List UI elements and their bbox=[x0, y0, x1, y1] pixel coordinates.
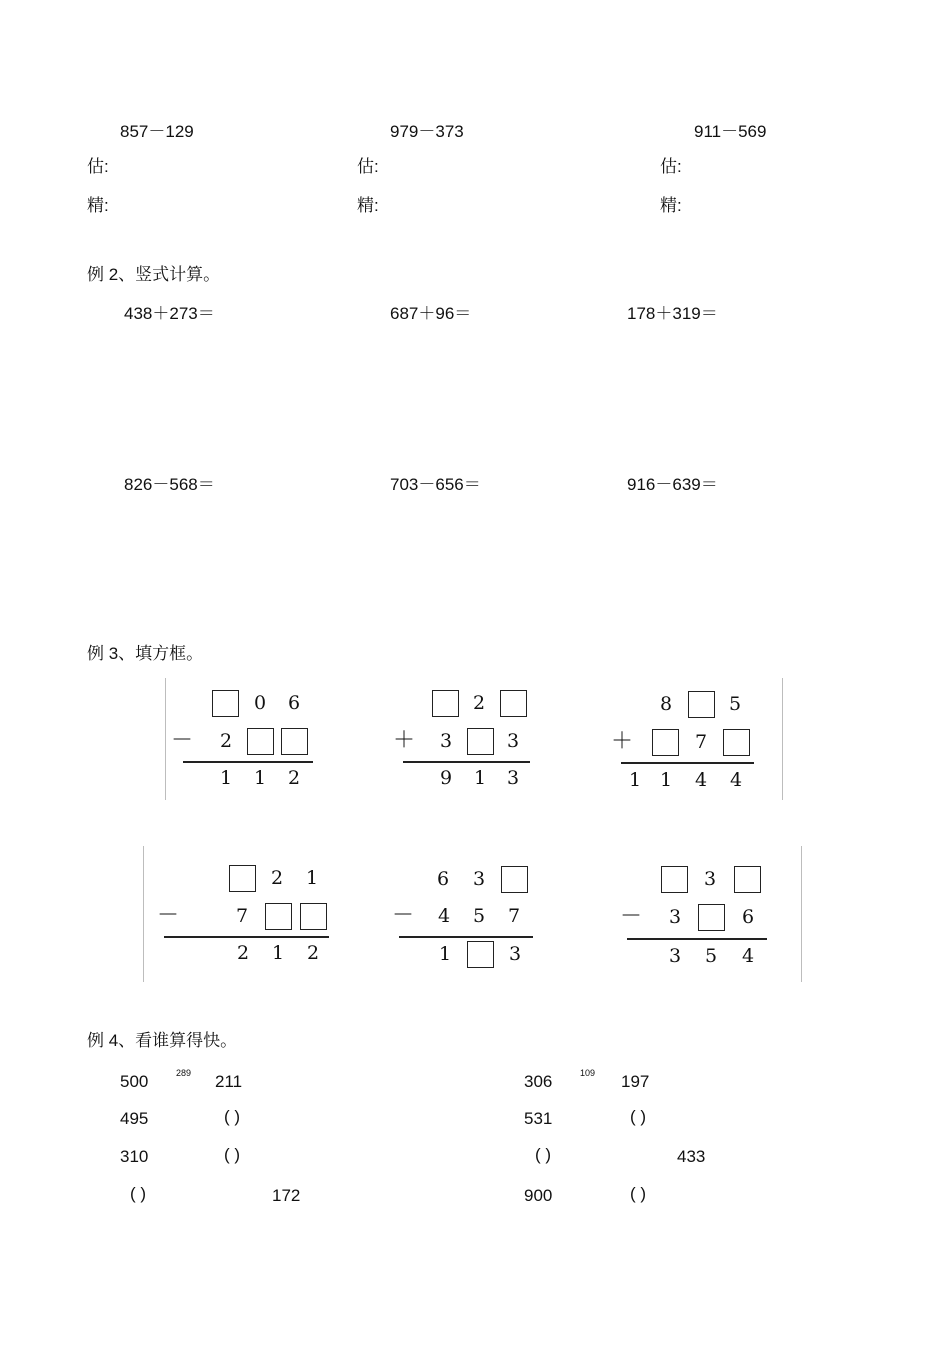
quick-right-r2-paren[interactable]: ( ) bbox=[630, 1107, 647, 1126]
vertical-problem-4: 826－568＝ bbox=[124, 475, 215, 494]
quick-left-r4-b: 172 bbox=[272, 1186, 301, 1205]
quick-left-r1-b: 211 bbox=[215, 1072, 243, 1091]
puzzle-4-digit: 1 bbox=[271, 942, 285, 964]
puzzle-4-blank-box[interactable] bbox=[229, 865, 256, 892]
estimate-problem-3: 911－569 bbox=[694, 122, 767, 141]
puzzle-5-digit: 6 bbox=[436, 868, 450, 890]
puzzle-3-operator: ＋ bbox=[611, 729, 634, 754]
quick-right-r3-paren[interactable]: ( ) bbox=[535, 1145, 552, 1164]
puzzle-row2-right-border bbox=[801, 846, 802, 982]
example3-heading: 例 3、填方框。 bbox=[87, 644, 204, 663]
puzzle-6-blank-box[interactable] bbox=[698, 904, 725, 931]
puzzle-5-digit: 7 bbox=[507, 905, 521, 927]
quick-left-r3-a: 310 bbox=[120, 1147, 149, 1166]
puzzle-2-blank-box[interactable] bbox=[467, 728, 494, 755]
puzzle-1-blank-box[interactable] bbox=[212, 690, 239, 717]
puzzle-4-digit: 2 bbox=[306, 942, 320, 964]
puzzle-2-blank-box[interactable] bbox=[500, 690, 527, 717]
estimate-label-2: 估: bbox=[357, 157, 379, 176]
quick-right-r1-a: 306 bbox=[524, 1072, 553, 1091]
puzzle-1-result-line bbox=[183, 761, 313, 763]
puzzle-3-digit: 4 bbox=[694, 769, 708, 791]
puzzle-5-operator: － bbox=[392, 903, 415, 928]
exact-label-3: 精: bbox=[660, 196, 682, 215]
puzzle-1-digit: 6 bbox=[287, 692, 301, 714]
quick-left-r2-paren[interactable]: ( ) bbox=[224, 1107, 241, 1126]
puzzle-2-digit: 2 bbox=[472, 692, 486, 714]
puzzle-6-digit: 4 bbox=[741, 945, 755, 967]
estimate-problem-2: 979－373 bbox=[390, 122, 464, 141]
puzzle-5-digit: 5 bbox=[472, 905, 486, 927]
puzzle-4-operator: － bbox=[157, 903, 180, 928]
puzzle-3-digit: 7 bbox=[694, 731, 708, 753]
puzzle-5-blank-box[interactable] bbox=[467, 941, 494, 968]
puzzle-6-digit: 5 bbox=[704, 945, 718, 967]
puzzle-2-digit: 9 bbox=[439, 767, 453, 789]
puzzle-2-digit: 1 bbox=[473, 767, 487, 789]
puzzle-3-digit: 1 bbox=[659, 769, 673, 791]
puzzle-1-blank-box[interactable] bbox=[247, 728, 274, 755]
quick-left-r4-paren[interactable]: ( ) bbox=[130, 1184, 147, 1203]
quick-right-r1-sup: 109 bbox=[580, 1068, 596, 1078]
puzzle-1-digit: 2 bbox=[287, 767, 301, 789]
quick-right-r3-b: 433 bbox=[677, 1147, 706, 1166]
puzzle-4-blank-box[interactable] bbox=[300, 903, 327, 930]
puzzle-5-blank-box[interactable] bbox=[501, 866, 528, 893]
puzzle-4-result-line bbox=[164, 936, 329, 938]
puzzle-1-blank-box[interactable] bbox=[281, 728, 308, 755]
puzzle-row1-left-border bbox=[165, 678, 166, 800]
puzzle-5-digit: 3 bbox=[472, 868, 486, 890]
exact-label-1: 精: bbox=[87, 196, 109, 215]
estimate-label-1: 估: bbox=[87, 157, 109, 176]
puzzle-6-digit: 3 bbox=[668, 906, 682, 928]
puzzle-1-digit: 0 bbox=[253, 692, 267, 714]
puzzle-3-blank-box[interactable] bbox=[723, 729, 750, 756]
puzzle-2-blank-box[interactable] bbox=[432, 690, 459, 717]
vertical-problem-6: 916－639＝ bbox=[627, 475, 718, 494]
puzzle-4-digit: 2 bbox=[270, 867, 284, 889]
puzzle-3-blank-box[interactable] bbox=[652, 729, 679, 756]
puzzle-3-blank-box[interactable] bbox=[688, 691, 715, 718]
puzzle-row1-right-border bbox=[782, 678, 783, 800]
puzzle-4-digit: 1 bbox=[305, 867, 319, 889]
puzzle-5-result-line bbox=[399, 936, 533, 938]
puzzle-2-digit: 3 bbox=[506, 730, 520, 752]
quick-right-r4-a: 900 bbox=[524, 1186, 553, 1205]
quick-right-r2-a: 531 bbox=[524, 1109, 553, 1128]
quick-left-r1-a: 500 bbox=[120, 1072, 149, 1091]
vertical-problem-1: 438＋273＝ bbox=[124, 304, 215, 323]
puzzle-3-digit: 4 bbox=[729, 769, 743, 791]
quick-left-r2-a: 495 bbox=[120, 1109, 149, 1128]
puzzle-row2-left-border bbox=[143, 846, 144, 982]
estimate-label-3: 估: bbox=[660, 157, 682, 176]
puzzle-6-digit: 6 bbox=[741, 906, 755, 928]
puzzle-6-result-line bbox=[627, 938, 767, 940]
puzzle-6-operator: － bbox=[620, 904, 643, 929]
puzzle-1-operator: － bbox=[171, 728, 194, 753]
exact-label-2: 精: bbox=[357, 196, 379, 215]
puzzle-3-result-line bbox=[621, 762, 754, 764]
puzzle-6-digit: 3 bbox=[703, 868, 717, 890]
quick-right-r4-paren[interactable]: ( ) bbox=[630, 1184, 647, 1203]
puzzle-5-digit: 1 bbox=[438, 943, 452, 965]
vertical-problem-3: 178＋319＝ bbox=[627, 304, 718, 323]
example4-heading: 例 4、看谁算得快。 bbox=[87, 1031, 238, 1050]
puzzle-5-digit: 3 bbox=[508, 943, 522, 965]
puzzle-4-blank-box[interactable] bbox=[265, 903, 292, 930]
puzzle-6-blank-box[interactable] bbox=[734, 866, 761, 893]
estimate-problem-1: 857－129 bbox=[120, 122, 194, 141]
puzzle-2-operator: ＋ bbox=[393, 728, 416, 753]
puzzle-1-digit: 1 bbox=[219, 767, 233, 789]
example2-heading: 例 2、竖式计算。 bbox=[87, 265, 221, 284]
puzzle-3-digit: 5 bbox=[728, 693, 742, 715]
vertical-problem-5: 703－656＝ bbox=[390, 475, 481, 494]
quick-left-r3-paren[interactable]: ( ) bbox=[224, 1145, 241, 1164]
puzzle-1-digit: 1 bbox=[253, 767, 267, 789]
puzzle-2-digit: 3 bbox=[506, 767, 520, 789]
puzzle-1-digit: 2 bbox=[219, 730, 233, 752]
puzzle-6-digit: 3 bbox=[668, 945, 682, 967]
quick-left-r1-sup: 289 bbox=[176, 1068, 192, 1078]
puzzle-3-digit: 8 bbox=[659, 693, 673, 715]
puzzle-5-digit: 4 bbox=[437, 905, 451, 927]
vertical-problem-2: 687＋96＝ bbox=[390, 304, 472, 323]
puzzle-2-result-line bbox=[403, 761, 530, 763]
quick-right-r1-b: 197 bbox=[621, 1072, 650, 1091]
puzzle-4-digit: 2 bbox=[236, 942, 250, 964]
puzzle-2-digit: 3 bbox=[439, 730, 453, 752]
puzzle-4-digit: 7 bbox=[235, 905, 249, 927]
puzzle-6-blank-box[interactable] bbox=[661, 866, 688, 893]
puzzle-3-digit: 1 bbox=[628, 769, 642, 791]
